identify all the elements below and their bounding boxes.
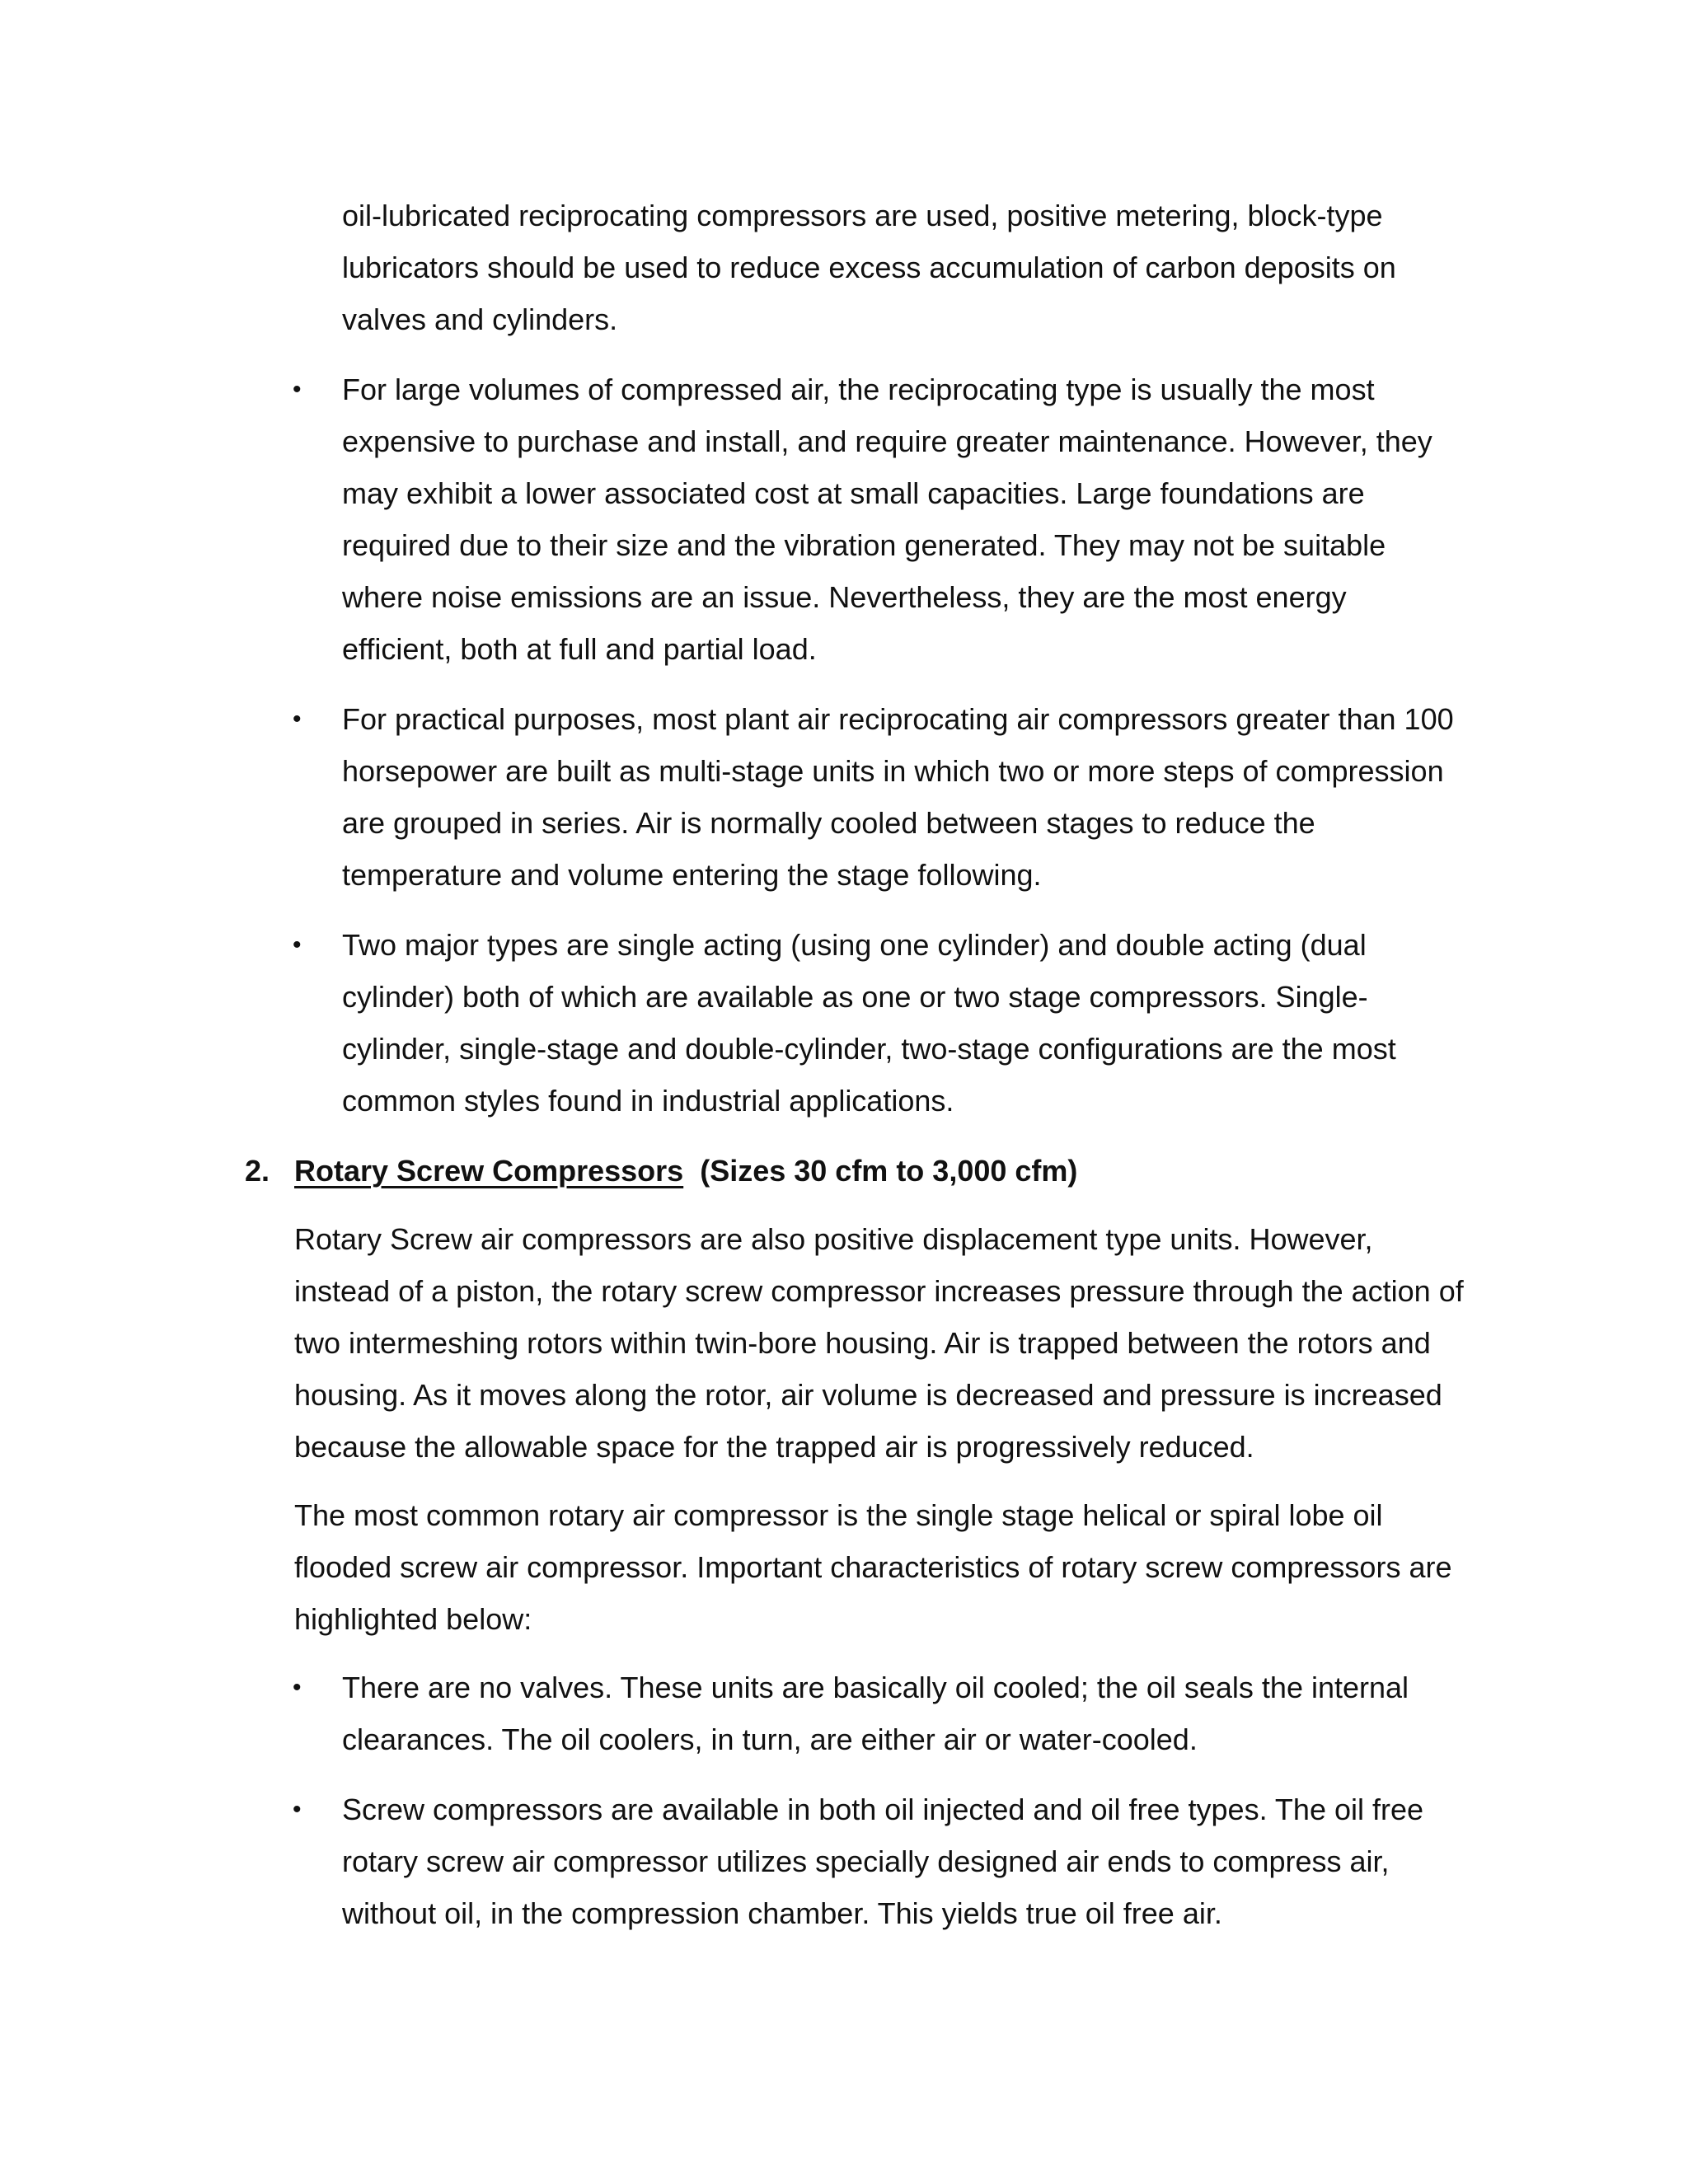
body-paragraph: The most common rotary air compressor is the single stage helical or spiral lobe oil flooded screw air compressor. Important characteristics of rotary screw compressors are highlighted below: <box>294 1498 1452 1636</box>
bullet-item <box>245 1661 1465 1765</box>
section-number: 2. <box>245 1154 270 1188</box>
bullet-item <box>245 693 1465 901</box>
section-heading <box>245 1145 1465 1197</box>
bullet-icon: • <box>293 1674 302 1701</box>
body-paragraph: Rotary Screw air compressors are also positive displacement type units. However, instead of a piston, the rotary screw compressor increases pressure through the action of two intermeshing rotors within twin-bore housing. Air is trapped between the rotors and housing. As it moves along the rotor, air volume is decreased and pressure is increased because the allowable space for the trapped air is progressively reduced. <box>294 1222 1464 1464</box>
bullet-item <box>245 363 1465 675</box>
continued-paragraph: oil-lubricated reciprocating compressors are used, positive metering, block-type lubricators should be used to reduce excess accumulation of carbon deposits on valves and cylinders. <box>342 199 1396 336</box>
bullet-text: Two major types are single acting (using one cylinder) and double acting (dual cylinder) both of which are available as one or two stage compressors. Single-cylinder, single-stage and double-cylinder, two-stage configurations are the most common styles found in industrial applications. <box>342 928 1396 1118</box>
screw-bullet-list <box>245 1661 1465 1939</box>
reciprocating-bullet-list <box>245 363 1465 1127</box>
bullet-item <box>245 1783 1465 1939</box>
section-title: Rotary Screw Compressors <box>294 1154 684 1188</box>
bullet-text: Screw compressors are available in both oil injected and oil free types. The oil free rotary screw air compressor utilizes specially designed air ends to compress air, without oil, in the compression chamber. This yields true oil free air. <box>342 1793 1424 1930</box>
page-content <box>245 190 1465 1957</box>
bullet-icon: • <box>293 376 302 403</box>
section-sizes: (Sizes 30 cfm to 3,000 cfm) <box>700 1154 1078 1188</box>
bullet-text: For practical purposes, most plant air reciprocating air compressors greater than 100 horsepower are built as multi-stage units in which two or more steps of compression are grouped in series. Air is normally cooled between stages to reduce the temperature and volume entering the stage following. <box>342 702 1454 892</box>
bullet-icon: • <box>293 1796 302 1823</box>
bullet-icon: • <box>293 705 302 733</box>
bullet-text: There are no valves. These units are basically oil cooled; the oil seals the internal clearances. The oil coolers, in turn, are either air or water-cooled. <box>342 1671 1409 1756</box>
bullet-text: For large volumes of compressed air, the reciprocating type is usually the most expensive to purchase and install, and require greater maintenance. However, they may exhibit a lower associated cost at small capacities. Large foundations are required due to their size and the vibration generated. They may not be suitable where noise emissions are an issue. Nevertheless, they are the most energy efficient, both at full and partial load. <box>342 373 1432 666</box>
bullet-icon: • <box>293 931 302 958</box>
bullet-item <box>245 919 1465 1127</box>
